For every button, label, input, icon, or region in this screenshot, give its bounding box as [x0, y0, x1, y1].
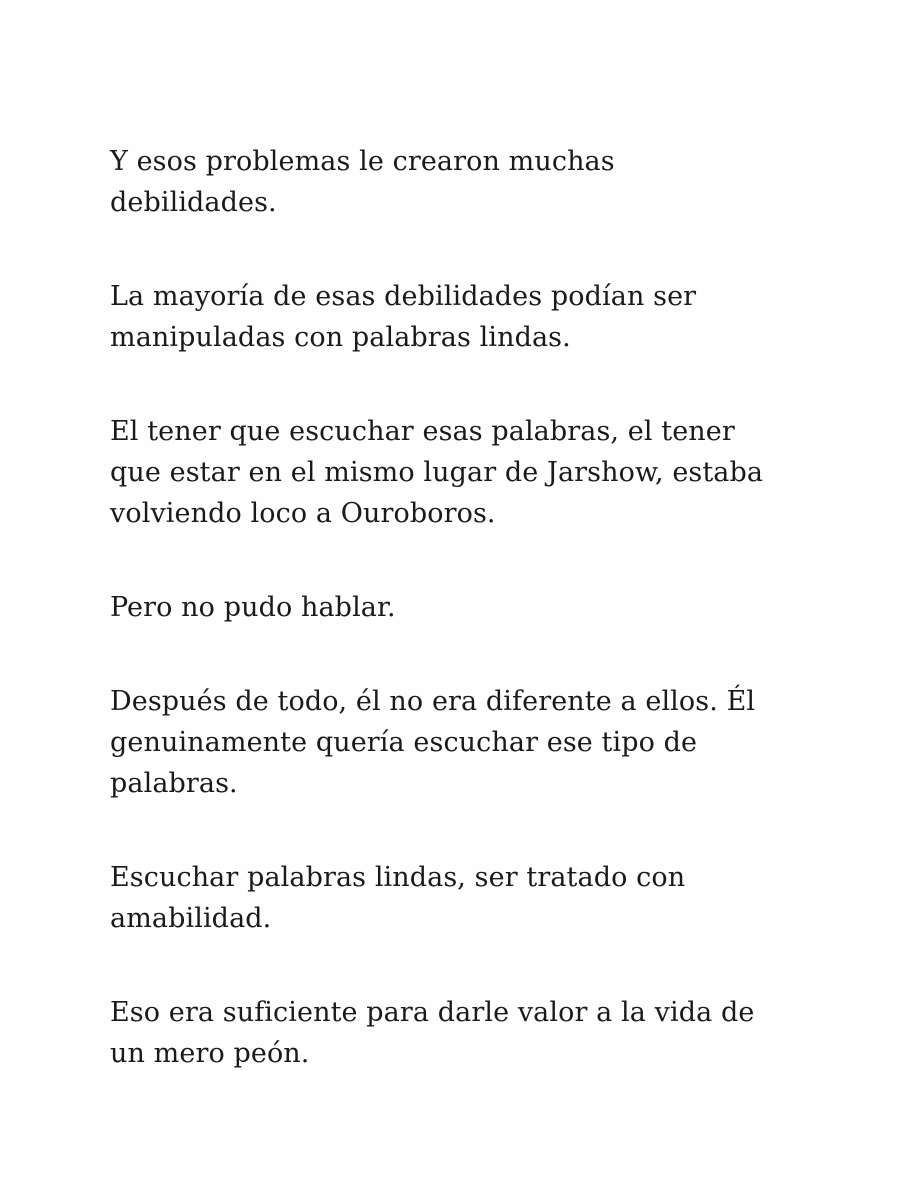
- document-body: [110, 141, 800, 1074]
- paragraph-4: [110, 587, 800, 628]
- paragraph-line: un mero peón.: [110, 1038, 310, 1069]
- paragraph-line: palabras.: [110, 768, 238, 799]
- paragraph-5: [110, 681, 800, 804]
- paragraph-line: Pero no pudo hablar.: [110, 592, 396, 623]
- paragraph-line: genuinamente quería escuchar ese tipo de: [110, 727, 698, 758]
- paragraph-line: que estar en el mismo lugar de Jarshow, estaba: [110, 457, 764, 488]
- paragraph-3: [110, 411, 800, 534]
- paragraph-line: La mayoría de esas debilidades podían ser: [110, 281, 697, 312]
- paragraph-1: [110, 141, 800, 223]
- paragraph-line: volviendo loco a Ouroboros.: [110, 498, 496, 529]
- paragraph-2: [110, 276, 800, 358]
- paragraph-6: [110, 857, 800, 939]
- paragraph-7: [110, 992, 800, 1074]
- paragraph-line: Y esos problemas le crearon muchas: [110, 146, 615, 177]
- paragraph-line: Eso era suficiente para darle valor a la vida de: [110, 997, 755, 1028]
- paragraph-line: Después de todo, él no era diferente a ellos. Él: [110, 686, 756, 717]
- paragraph-line: manipuladas con palabras lindas.: [110, 322, 571, 353]
- paragraph-line: debilidades.: [110, 187, 277, 218]
- paragraph-line: Escuchar palabras lindas, ser tratado con: [110, 862, 686, 893]
- paragraph-line: amabilidad.: [110, 903, 272, 934]
- paragraph-line: El tener que escuchar esas palabras, el tener: [110, 416, 735, 447]
